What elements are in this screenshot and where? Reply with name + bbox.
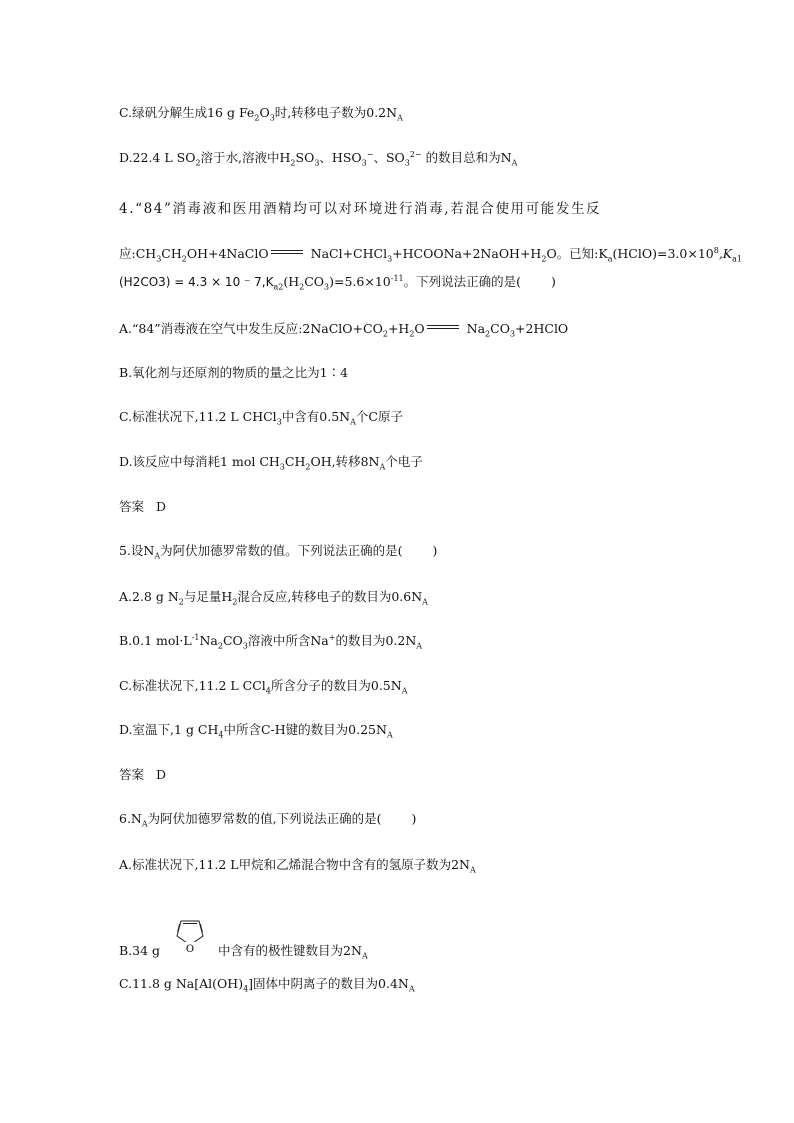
q6-option-b: B.34 g O 中含有的极性键数目为$2N_A$ <box>119 929 368 974</box>
q4-stem-line1: 4.“84”消毒液和医用酒精均可以对环境进行消毒,若混合使用可能发生反 <box>119 201 602 217</box>
q5-option-c: C.标准状况下,11.2 L CCl$_4$所含分子的数目为$0.5N_A$ <box>119 678 408 696</box>
furan-structure-icon <box>170 915 210 960</box>
q4-stem-line2: 应$:CH_3CH_2OH+4NaClO$ $NaCl+CHCl_3+HCOONa+2NaOH+H_2O$。已知$:K_a(HClO)=3.0\times 10^8,K_{a1}$ <box>119 245 742 264</box>
q3-option-c: C.绿矾分解生成16 g $Fe_2O_3$时,转移电子数为$0.2N_A$ <box>119 105 403 123</box>
q4-answer: 答案 D <box>119 499 166 514</box>
q4-stem-line3: (H2CO3) = 4.3 × 10 ⁻ $7,K_{a2}(H_2CO_3)=5.6\times 10^{-11}$。下列说法正确的是( ) <box>119 273 556 292</box>
q4-option-b: B.氧化剂与还原剂的物质的量之比为1∶4 <box>119 365 349 380</box>
q3-option-d: D.22.4 L $SO_2$溶于水,溶液中$H_2SO_3$、$HSO_3^-$、$SO_3^{2-}$ 的数目总和为$N_A$ <box>119 149 518 168</box>
equals-sign-icon <box>427 325 459 329</box>
q6-stem: $6.N_A$为阿伏加德罗常数的值,下列说法正确的是( ) <box>119 811 417 829</box>
q4-option-c: C.标准状况下,11.2 L CHCl$_3$中含有$0.5N_A$个C原子 <box>119 409 403 427</box>
svg-text:O: O <box>185 944 195 955</box>
q5-option-a: A.2.8 g $N_2$与足量$H_2$混合反应,转移电子的数目为$0.6N_A$ <box>119 589 428 607</box>
q5-answer: 答案 D <box>119 767 166 782</box>
q5-option-b: B.0.1 $mol\cdot L^{-1}Na_2CO_3$溶液中所含Na+的数目为$0.2N_A$ <box>119 632 423 651</box>
equals-sign-icon <box>271 250 303 254</box>
q6-option-a: A.标准状况下,11.2 L甲烷和乙烯混合物中含有的氢原子数为$2N_A$ <box>119 857 476 875</box>
q6-option-c: C.11.8 g $Na[Al(OH)_4]$固体中阴离子的数目为$0.4N_A$ <box>119 976 415 994</box>
q5-stem: 5.设$N_A$为阿伏加德罗常数的值。下列说法正确的是( ) <box>119 543 438 561</box>
q4-option-d: D.该反应中每消耗1 mol $CH_3CH_2OH$,转移$8N_A$个电子 <box>119 454 423 472</box>
q4-option-a: A.“84”消毒液在空气中发生反应$:2NaClO+CO_2+H_2O$ $Na_2CO_3+2HClO$ <box>119 321 569 339</box>
q5-option-d: D.室温下,1 g $CH_4$中所含C-H键的数目为$0.25N_A$ <box>119 722 393 740</box>
